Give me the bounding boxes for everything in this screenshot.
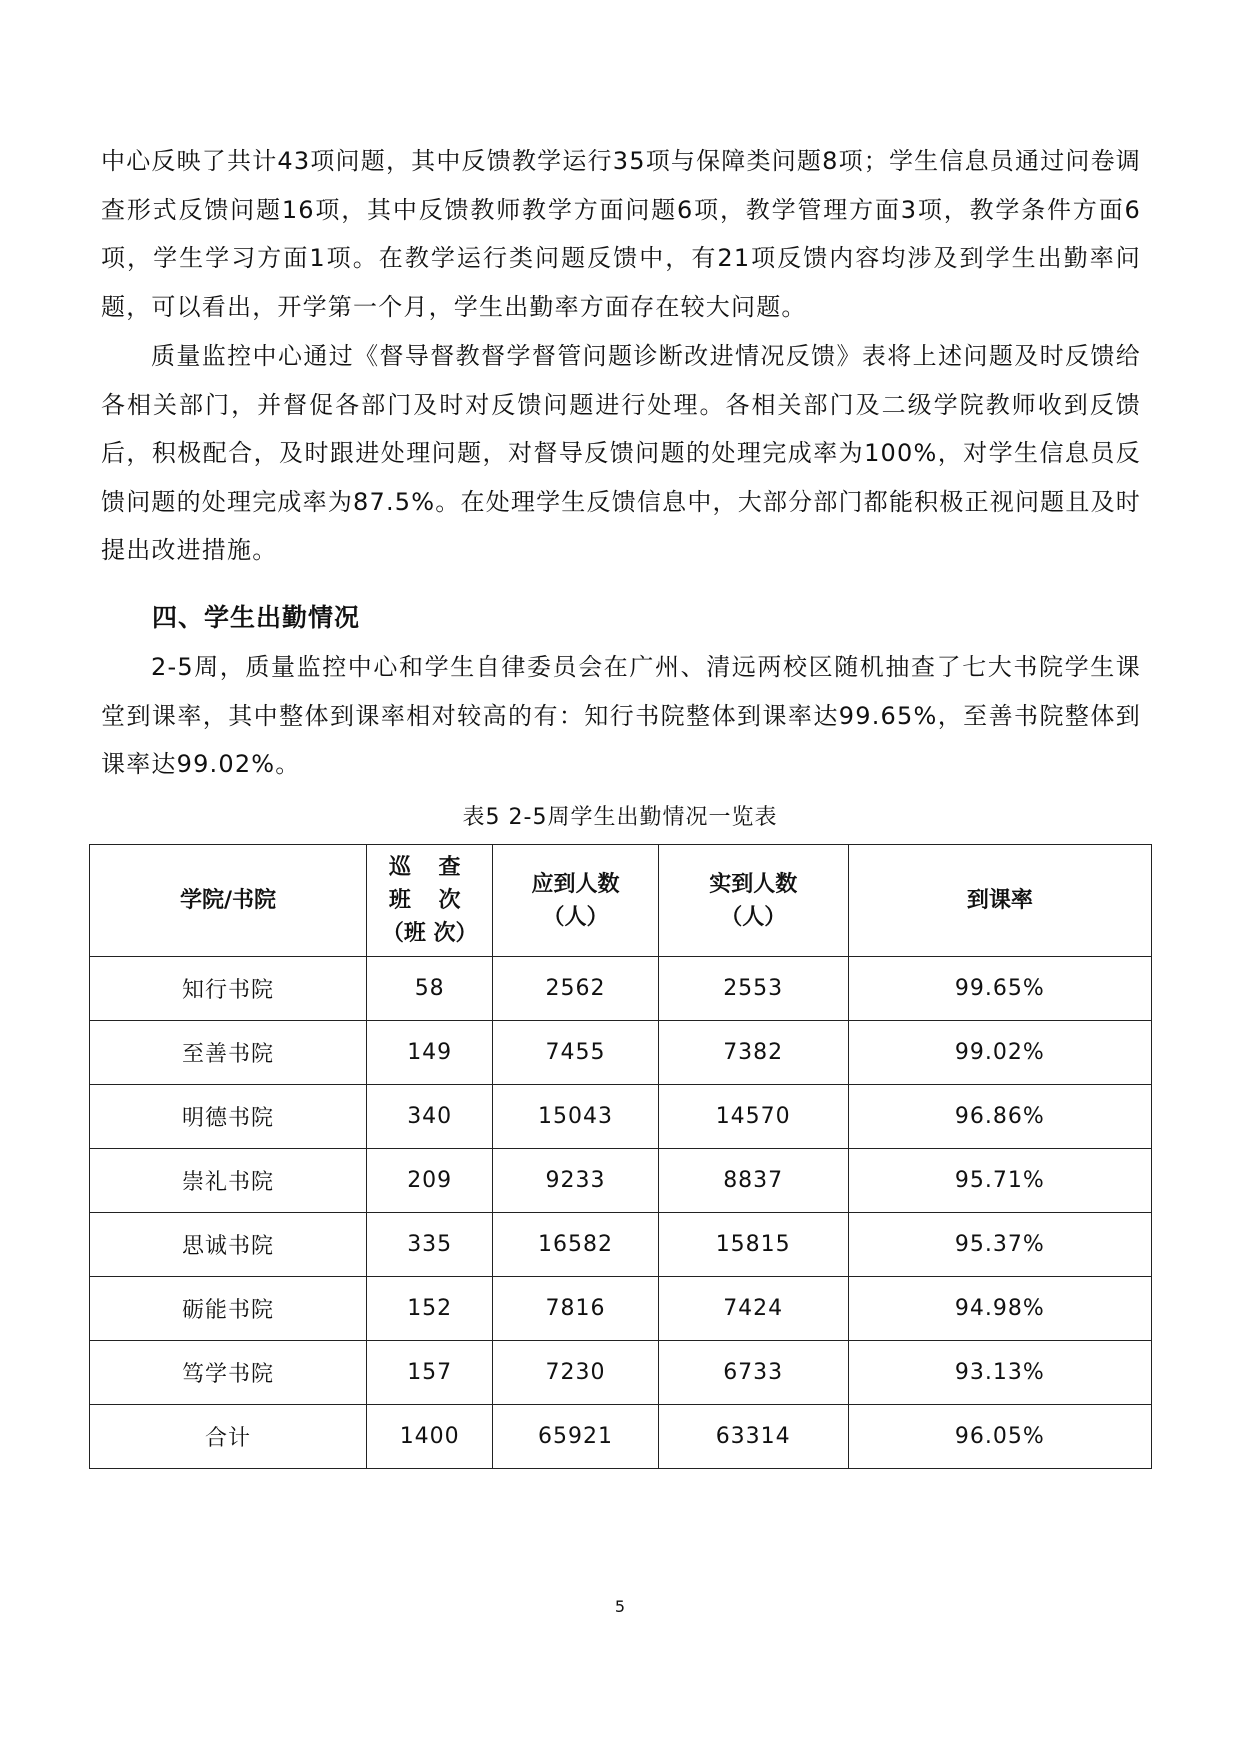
table-row	[90, 1213, 1152, 1277]
cell-college: 砺能书院	[90, 1277, 367, 1341]
cell-rate: 99.65%	[848, 957, 1151, 1021]
cell-expected: 7455	[493, 1021, 658, 1085]
header-rate: 到课率	[848, 845, 1151, 957]
paragraph-feedback-summary: 中心反映了共计43项问题，其中反馈教学运行35项与保障类问题8项；学生信息员通过问卷调查形式反馈问题16项，其中反馈教师教学方面问题6项，教学管理方面3项，教学条件方面6项，学生学习方面1项。在教学运行类问题反馈中，有21项反馈内容均涉及到学生出勤率问题，可以看出，开学第一个月，学生出勤率方面存在较大问题。	[101, 147, 1141, 321]
table-total-row	[90, 1405, 1152, 1469]
cell-college: 知行书院	[90, 957, 367, 1021]
cell-rate: 95.37%	[848, 1213, 1151, 1277]
cell-expected: 65921	[493, 1405, 658, 1469]
table-header-row	[90, 845, 1152, 957]
cell-rate: 94.98%	[848, 1277, 1151, 1341]
cell-actual: 63314	[658, 1405, 848, 1469]
header-inspection-line3: （班 次）	[381, 921, 478, 946]
paragraph-attendance-intro: 2-5周，质量监控中心和学生自律委员会在广州、清远两校区随机抽查了七大书院学生课堂到课率，其中整体到课率相对较高的有：知行书院整体到课率达99.65%，至善书院整体到课率达99.02%。	[101, 653, 1141, 778]
cell-expected: 7230	[493, 1341, 658, 1405]
header-actual	[658, 845, 848, 957]
table-row	[90, 1341, 1152, 1405]
table-row	[90, 957, 1152, 1021]
paragraph-feedback-handling: 质量监控中心通过《督导督教督学督管问题诊断改进情况反馈》表将上述问题及时反馈给各相关部门，并督促各部门及时对反馈问题进行处理。各相关部门及二级学院教师收到反馈后，积极配合，及时跟进处理问题，对督导反馈问题的处理完成率为100%，对学生信息员反馈问题的处理完成率为87.5%。在处理学生反馈信息中，大部分部门都能积极正视问题且及时提出改进措施。	[101, 342, 1141, 564]
cell-college: 崇礼书院	[90, 1149, 367, 1213]
cell-actual: 6733	[658, 1341, 848, 1405]
table-row	[90, 1277, 1152, 1341]
header-inspection-line2: 班 次	[388, 888, 471, 913]
cell-actual: 2553	[658, 957, 848, 1021]
cell-actual: 7382	[658, 1021, 848, 1085]
table-row	[90, 1085, 1152, 1149]
cell-college: 合计	[90, 1405, 367, 1469]
header-actual-line1: 实到人数	[709, 871, 798, 897]
cell-rate: 96.86%	[848, 1085, 1151, 1149]
cell-expected: 2562	[493, 957, 658, 1021]
header-actual-line2: （人）	[720, 904, 787, 930]
header-expected-line1: 应到人数	[531, 871, 620, 897]
attendance-table	[89, 844, 1152, 1469]
cell-expected: 7816	[493, 1277, 658, 1341]
cell-actual: 7424	[658, 1277, 848, 1341]
cell-actual: 8837	[658, 1149, 848, 1213]
cell-classes: 157	[366, 1341, 492, 1405]
cell-actual: 15815	[658, 1213, 848, 1277]
cell-actual: 14570	[658, 1085, 848, 1149]
cell-classes: 209	[366, 1149, 492, 1213]
cell-college: 思诚书院	[90, 1213, 367, 1277]
section-heading-attendance: 四、学生出勤情况	[152, 603, 361, 632]
cell-rate: 99.02%	[848, 1021, 1151, 1085]
cell-rate: 96.05%	[848, 1405, 1151, 1469]
cell-classes: 1400	[366, 1405, 492, 1469]
header-expected-line2: （人）	[542, 904, 609, 930]
cell-expected: 16582	[493, 1213, 658, 1277]
cell-expected: 9233	[493, 1149, 658, 1213]
page-number: 5	[614, 1597, 626, 1616]
cell-rate: 93.13%	[848, 1341, 1151, 1405]
cell-classes: 335	[366, 1213, 492, 1277]
cell-college: 笃学书院	[90, 1341, 367, 1405]
header-college: 学院/书院	[90, 845, 367, 957]
table-caption: 表5 2-5周学生出勤情况一览表	[462, 805, 778, 830]
cell-classes: 149	[366, 1021, 492, 1085]
cell-expected: 15043	[493, 1085, 658, 1149]
table-row	[90, 1021, 1152, 1085]
table-row	[90, 1149, 1152, 1213]
header-expected	[493, 845, 658, 957]
cell-rate: 95.71%	[848, 1149, 1151, 1213]
cell-college: 至善书院	[90, 1021, 367, 1085]
cell-college: 明德书院	[90, 1085, 367, 1149]
header-inspection-line1: 巡 查	[388, 855, 471, 880]
cell-classes: 58	[366, 957, 492, 1021]
header-inspection-count	[366, 845, 492, 957]
cell-classes: 340	[366, 1085, 492, 1149]
cell-classes: 152	[366, 1277, 492, 1341]
